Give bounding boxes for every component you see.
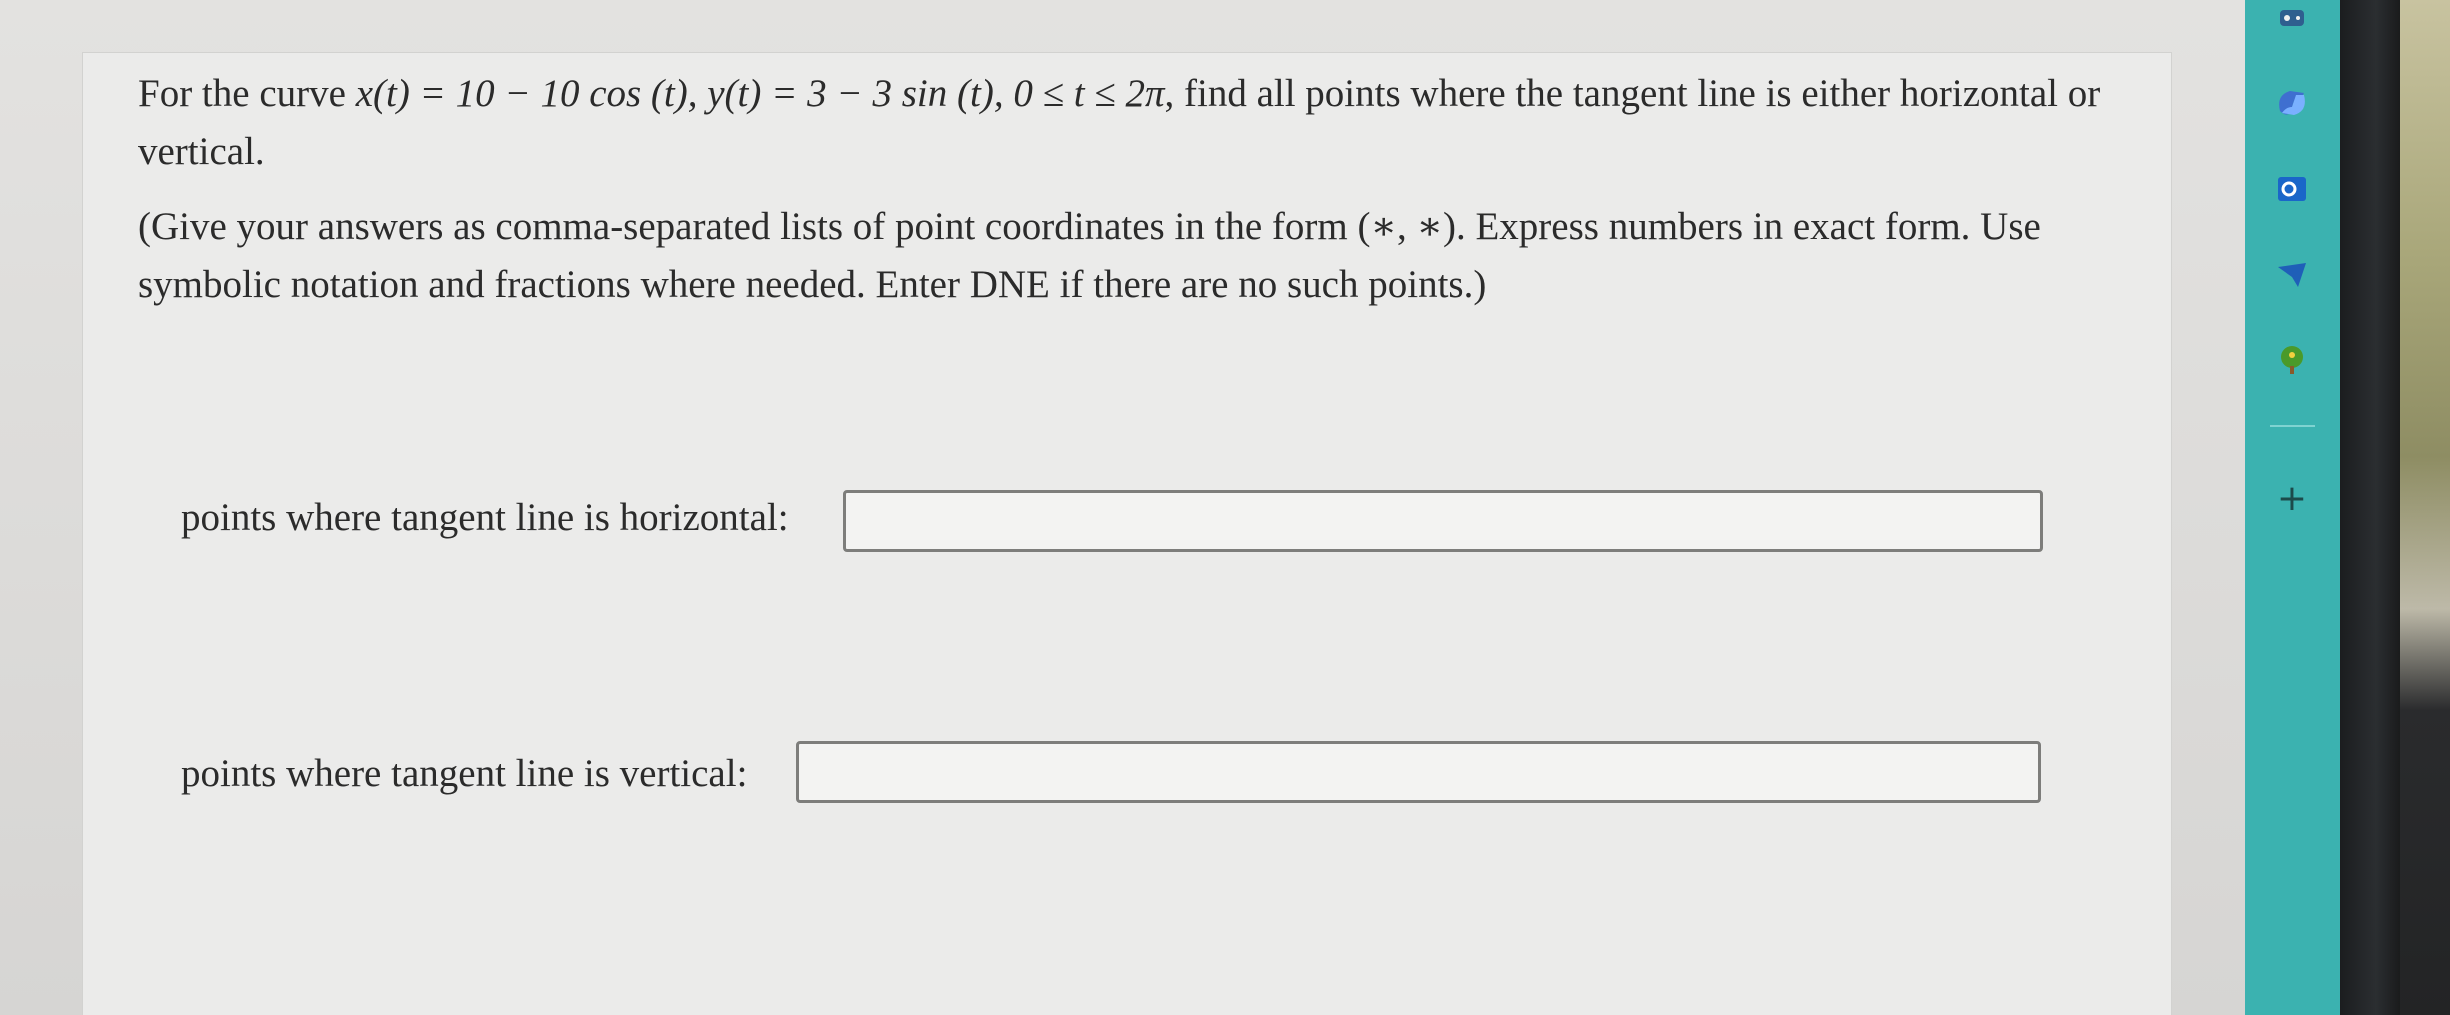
- background-scenery: [2400, 0, 2450, 1015]
- vertical-points-input[interactable]: [796, 741, 2041, 803]
- monitor-bezel: [2340, 0, 2400, 1015]
- question-prefix: For the curve: [138, 72, 356, 115]
- answer-instructions: (Give your answers as comma-separated lists of point coordinates in the form (∗, ∗). Express numbers in exact form. Use symbolic notation and fractions where needed. Enter DNE if there are no such points.): [138, 205, 2041, 306]
- outlook-icon[interactable]: [2267, 164, 2317, 214]
- vertical-points-label: points where tangent line is vertical:: [181, 752, 748, 795]
- question-equation: x(t) = 10 − 10 cos (t), y(t) = 3 − 3 sin (t), 0 ≤ t ≤ 2π: [355, 72, 1165, 115]
- add-icon[interactable]: +: [2276, 477, 2308, 519]
- question-suffix: , find all points where the tangent line is either horizontal or vertical.: [138, 72, 2101, 173]
- question-text: [138, 65, 2138, 181]
- send-icon[interactable]: [2267, 250, 2317, 300]
- horizontal-points-input[interactable]: [843, 490, 2043, 552]
- tree-icon[interactable]: [2267, 335, 2317, 385]
- question-card: [82, 52, 2172, 1015]
- edge-sidebar: [2245, 0, 2340, 1015]
- sidebar-divider: [2270, 425, 2315, 427]
- copilot-icon[interactable]: [2267, 78, 2317, 128]
- games-icon[interactable]: [2267, 0, 2317, 45]
- horizontal-points-label: points where tangent line is horizontal:: [181, 496, 789, 539]
